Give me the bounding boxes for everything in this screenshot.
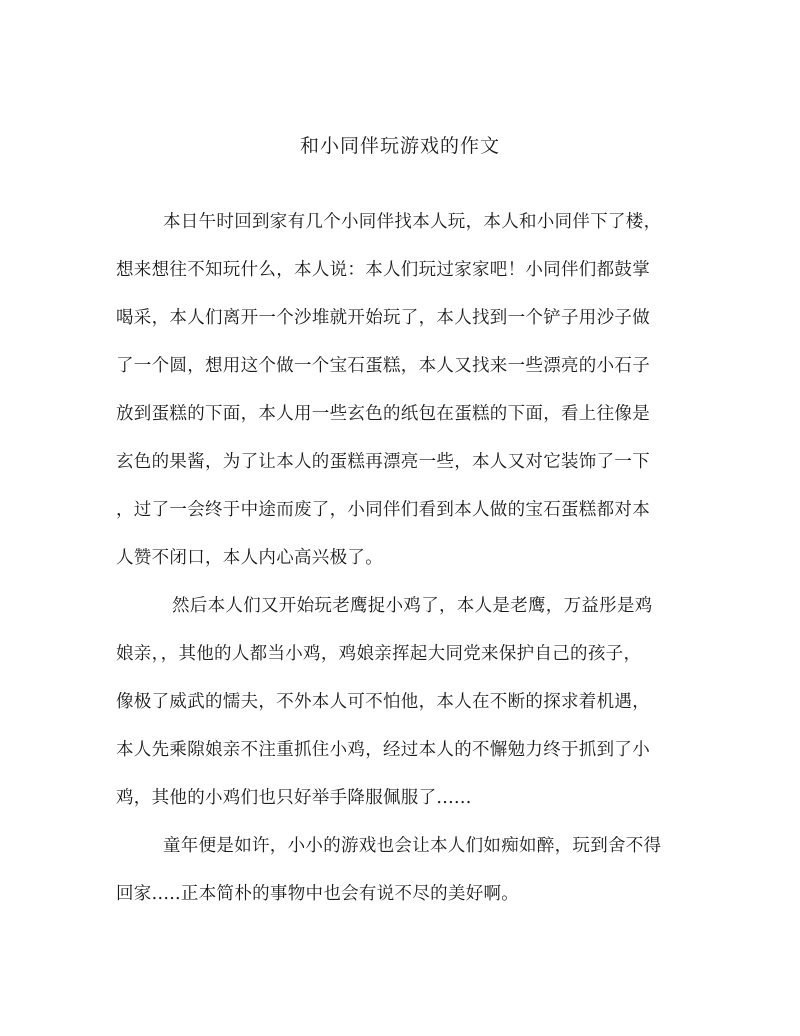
text-line: 本日午时回到家有几个小同伴找本人玩，本人和小同伴下了楼， — [163, 212, 662, 232]
text-line: 然后本人们又开始玩老鹰捉小鸡了，本人是老鹰，万益彤是鸡 — [172, 596, 653, 616]
text-line: 了一个圆，想用这个做一个宝石蛋糕，本人又找来一些漂亮的小石子 — [116, 356, 650, 376]
text-line: 人赞不闭口，本人内心高兴极了。 — [116, 548, 383, 568]
text-line: 玄色的果酱，为了让本人的蛋糕再漂亮一些，本人又对它装饰了一下 — [116, 452, 650, 472]
text-line: ，过了一会终于中途而废了，小同伴们看到本人做的宝石蛋糕都对本 — [116, 500, 650, 520]
text-line: 喝采，本人们离开一个沙堆就开始玩了，本人找到一个铲子用沙子做 — [116, 308, 650, 328]
text-line: 想来想往不知玩什么，本人说：本人们玩过家家吧！小同伴们都鼓掌 — [116, 260, 650, 280]
text-line: 娘亲，，其他的人都当小鸡，鸡娘亲挥起大同党来保护自己的孩子， — [116, 644, 642, 664]
text-line: 本人先乘隙娘亲不注重抓住小鸡，经过本人的不懈勉力终于抓到了小 — [116, 740, 650, 760]
text-line: 放到蛋糕的下面，本人用一些玄色的纸包在蛋糕的下面，看上往像是 — [116, 404, 650, 424]
text-line: 鸡，其他的小鸡们也只好举手降服佩服了...... — [116, 788, 472, 808]
text-line: 童年便是如许，小小的游戏也会让本人们如痴如醉，玩到舍不得 — [163, 836, 662, 856]
text-line: 像极了威武的懦夫，不外本人可不怕他，本人在不断的探求着机遇， — [116, 692, 650, 712]
document-title: 和小同伴玩游戏的作文 — [299, 135, 500, 157]
text-line: 回家.....正本简朴的事物中也会有说不尽的美好啊。 — [116, 884, 520, 904]
